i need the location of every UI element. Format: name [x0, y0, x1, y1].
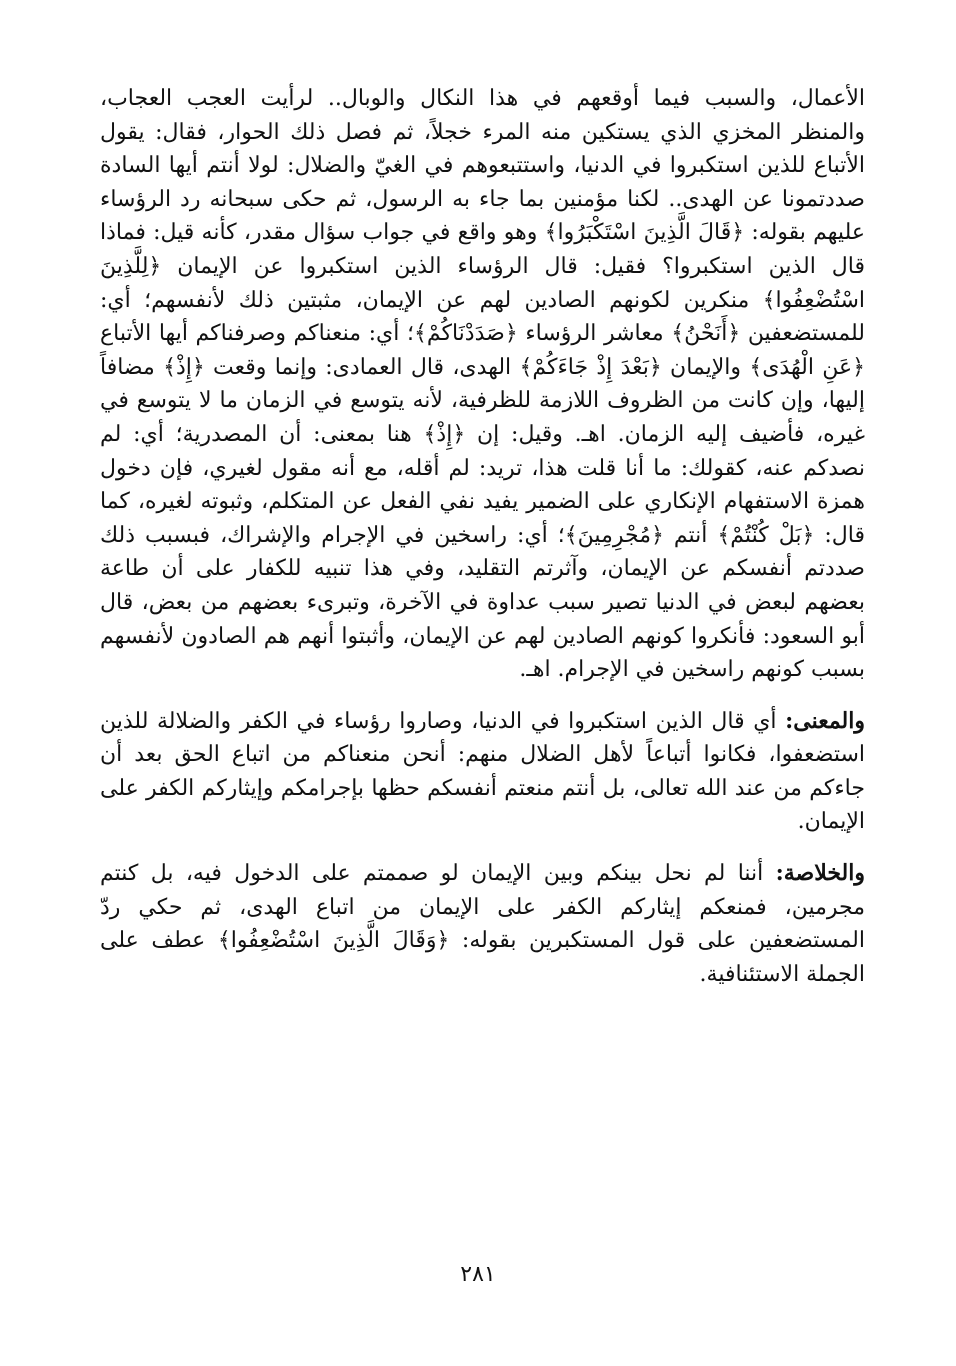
paragraph-commentary: [100, 82, 865, 687]
paragraph-summary-text: أننا لم نحل بينكم وبين الإيمان لو صممتم على الدخول فيه، بل كنتم مجرمين، فمنعكم إيثاركم الكفر على الإيمان من اتباع الهدى، ثم حكي ردّ المستضعفين على قول المستكبرين بقوله: ﴿وَقَالَ الَّذِينَ اسْتُضْعِفُوا﴾ عطف على الجملة الاستئنافية.: [100, 861, 865, 987]
paragraph-summary: [100, 857, 865, 991]
paragraph-summary-heading: والخلاصة:: [775, 860, 865, 887]
paragraph-commentary-text: الأعمال، والسبب فيما أوقعهم في هذا النكال والوبال.. لرأيت العجب العجاب، والمنظر المخزي الذي يستكين منه المرء خجلاً، ثم فصل ذلك الحوار، فقال: يقول الأتباع للذين استكبروا في الدنيا، واستتبعوهم في الغيّ والضلال: لولا أنتم أيها السادة صددتمونا عن الهدى.. لكنا مؤمنين بما جاء به الرسول، ثم حكى سبحانه رد الرؤساء عليهم بقوله: ﴿قَالَ الَّذِينَ اسْتَكْبَرُوا﴾ وهو واقع في جواب سؤال مقدر، كأنه قيل: فماذا قال الذين استكبروا؟ فقيل: قال الرؤساء الذين استكبروا عن الإيمان ﴿لِلَّذِينَ اسْتُضْعِفُوا﴾ منكرين لكونهم الصادين لهم عن الإيمان، مثبتين ذلك لأنفسهم؛ أي: للمستضعفين ﴿أَنَحْنُ﴾ معاشر الرؤساء ﴿صَدَدْنَاكُمْ﴾؛ أي: منعناكم وصرفناكم أيها الأتباع ﴿عَنِ الْهُدَى﴾ والإيمان ﴿بَعْدَ إِذْ جَاءَكُمْ﴾ الهدى، قال العمادى: وإنما وقعت ﴿إِذْ﴾ مضافاً إليها، وإن كانت من الظروف اللازمة للظرفية، لأنه يتوسع في الزمان ما لا يتوسع في غيره، فأضيف إليه الزمان. اهـ. وقيل: إن ﴿إِذْ﴾ هنا بمعنى: أن المصدرية؛ أي: لم نصدكم عنه، كقولك: ما أنا قلت هذا، تريد: لم أقله، مع أنه مقول لغيري، فإن دخول همزة الاستفهام الإنكاري على الضمير يفيد نفي الفعل عن المتكلم، وثبوته لغيره، كما قال: ﴿بَلْ كُنْتُمْ﴾ أنتم ﴿مُجْرِمِينَ﴾؛ أي: راسخين في الإجرام والإشراك، فبسبب ذلك صددتم أنفسكم عن الإيمان، وآثرتم التقليد، وفي هذا تنبيه للكفار على أن طاعة بعضهم لبعض في الدنيا تصير سبب عداوة في الآخرة، وتبرىء بعضهم من بعض، قال أبو السعود: فأنكروا كونهم الصادين لهم عن الإيمان، وأثبتوا أنهم هم الصادون لأنفسهم بسبب كونهم راسخين في الإجرام. اهـ.: [100, 86, 865, 683]
paragraph-meaning: [100, 705, 865, 839]
paragraph-meaning-heading: والمعنى:: [785, 707, 865, 734]
page-number: ٢٨١: [460, 1262, 496, 1287]
paragraph-meaning-text: أي قال الذين استكبروا في الدنيا، وصاروا رؤساء في الكفر والضلالة للذين استضعفوا، فكانوا أتباعاً لأهل الضلال منهم: أنحن منعناكم من اتباع الحق بعد أن جاءكم من عند الله تعالى، بل أنتم منعتم أنفسكم حظها بإجرامكم وإيثاركم الكفر على الإيمان.: [100, 708, 865, 835]
page-body: [100, 82, 865, 991]
